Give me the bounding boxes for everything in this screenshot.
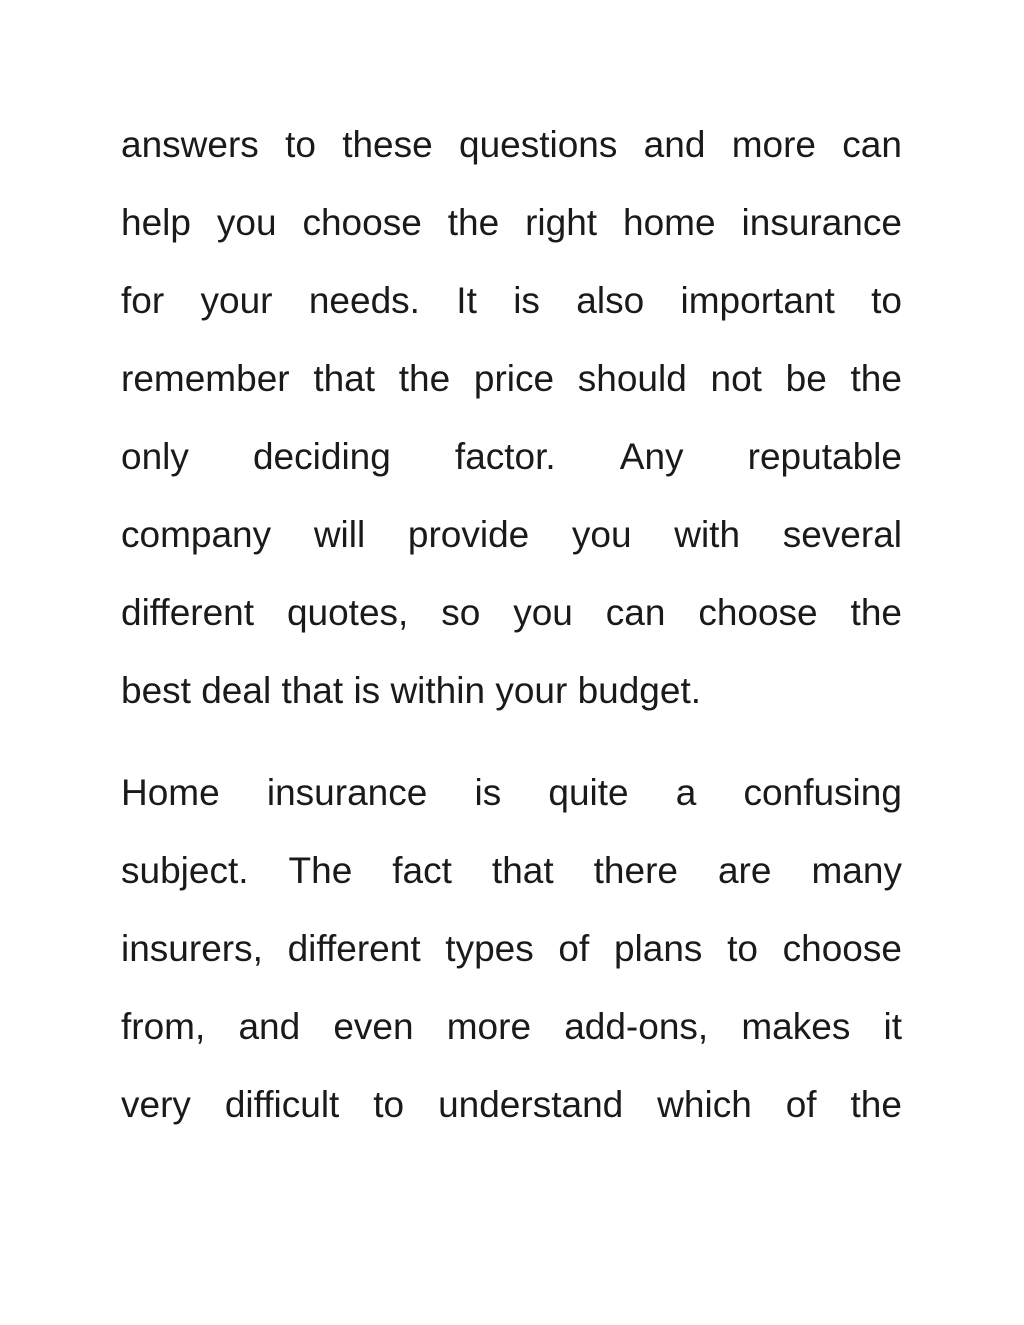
word: types <box>445 928 534 969</box>
word: can <box>605 592 666 633</box>
word: different <box>287 928 421 969</box>
word: company <box>121 514 272 555</box>
word: fact <box>392 850 452 891</box>
paragraph-line <box>121 589 902 637</box>
word: you <box>513 592 573 633</box>
paragraph-line <box>121 277 902 325</box>
word: important <box>680 280 835 321</box>
word: be <box>785 358 827 399</box>
paragraph-line <box>121 199 902 247</box>
word: of <box>785 1084 817 1125</box>
paragraph-line <box>121 1003 902 1051</box>
word: will <box>313 514 366 555</box>
paragraph-line <box>121 769 902 817</box>
word: insurance <box>266 772 428 813</box>
word: choose <box>698 592 818 633</box>
word: the <box>447 202 500 243</box>
word: is <box>513 280 540 321</box>
word: can <box>842 124 902 165</box>
word: the <box>398 358 451 399</box>
paragraph-line <box>121 433 902 481</box>
word: help <box>121 202 191 243</box>
word: to <box>727 928 758 969</box>
word: not <box>710 358 762 399</box>
word: a <box>675 772 697 813</box>
word: plans <box>613 928 703 969</box>
word: questions <box>459 124 618 165</box>
word: insurance <box>741 202 902 243</box>
word: even <box>333 1006 414 1047</box>
paragraph-line <box>121 847 902 895</box>
word: to <box>373 1084 405 1125</box>
word: Any <box>619 436 684 477</box>
word: there <box>593 850 678 891</box>
word: understand <box>438 1084 624 1125</box>
word: factor. <box>454 436 556 477</box>
word: so <box>441 592 481 633</box>
paragraph-line <box>121 355 902 403</box>
word: home <box>623 202 716 243</box>
word: only <box>121 436 189 477</box>
word: different <box>121 592 255 633</box>
paragraph-line <box>121 511 902 559</box>
word: to <box>285 124 316 165</box>
word: more <box>446 1006 532 1047</box>
word: the <box>850 358 902 399</box>
word: price <box>473 358 555 399</box>
word: remember <box>121 358 290 399</box>
word: should <box>577 358 687 399</box>
paragraph-line: best deal that is within your budget. <box>121 670 702 711</box>
word: subject. <box>121 850 249 891</box>
word: choose <box>302 202 422 243</box>
word: the <box>850 1084 902 1125</box>
word: add-ons, <box>564 1006 709 1047</box>
word: these <box>342 124 433 165</box>
word: makes <box>741 1006 851 1047</box>
word: you <box>216 202 277 243</box>
word: your <box>200 280 273 321</box>
word: difficult <box>224 1084 340 1125</box>
word: it <box>883 1006 902 1047</box>
word: quite <box>548 772 629 813</box>
word: choose <box>782 928 902 969</box>
word: and <box>238 1006 301 1047</box>
word: several <box>782 514 902 555</box>
word: provide <box>407 514 530 555</box>
word: insurers, <box>121 928 263 969</box>
word: to <box>871 280 902 321</box>
paragraph-line <box>121 121 902 169</box>
word: The <box>288 850 353 891</box>
word: reputable <box>747 436 902 477</box>
word: It <box>456 280 477 321</box>
word: right <box>525 202 598 243</box>
word: also <box>576 280 645 321</box>
word: of <box>558 928 590 969</box>
word: from, <box>121 1006 206 1047</box>
word: Home <box>121 772 220 813</box>
paragraph-line <box>121 1081 902 1129</box>
word: confusing <box>743 772 902 813</box>
paragraph-line <box>121 925 902 973</box>
word: and <box>643 124 706 165</box>
word: the <box>850 592 902 633</box>
word: you <box>571 514 632 555</box>
word: which <box>657 1084 752 1125</box>
word: many <box>811 850 902 891</box>
word: quotes, <box>286 592 409 633</box>
word: that <box>313 358 376 399</box>
word: deciding <box>252 436 391 477</box>
word: more <box>731 124 816 165</box>
word: that <box>491 850 554 891</box>
word: is <box>474 772 502 813</box>
word: very <box>121 1084 191 1125</box>
word: answers <box>121 124 259 165</box>
word: are <box>717 850 772 891</box>
word: needs. <box>308 280 420 321</box>
word: for <box>121 280 165 321</box>
word: with <box>674 514 741 555</box>
